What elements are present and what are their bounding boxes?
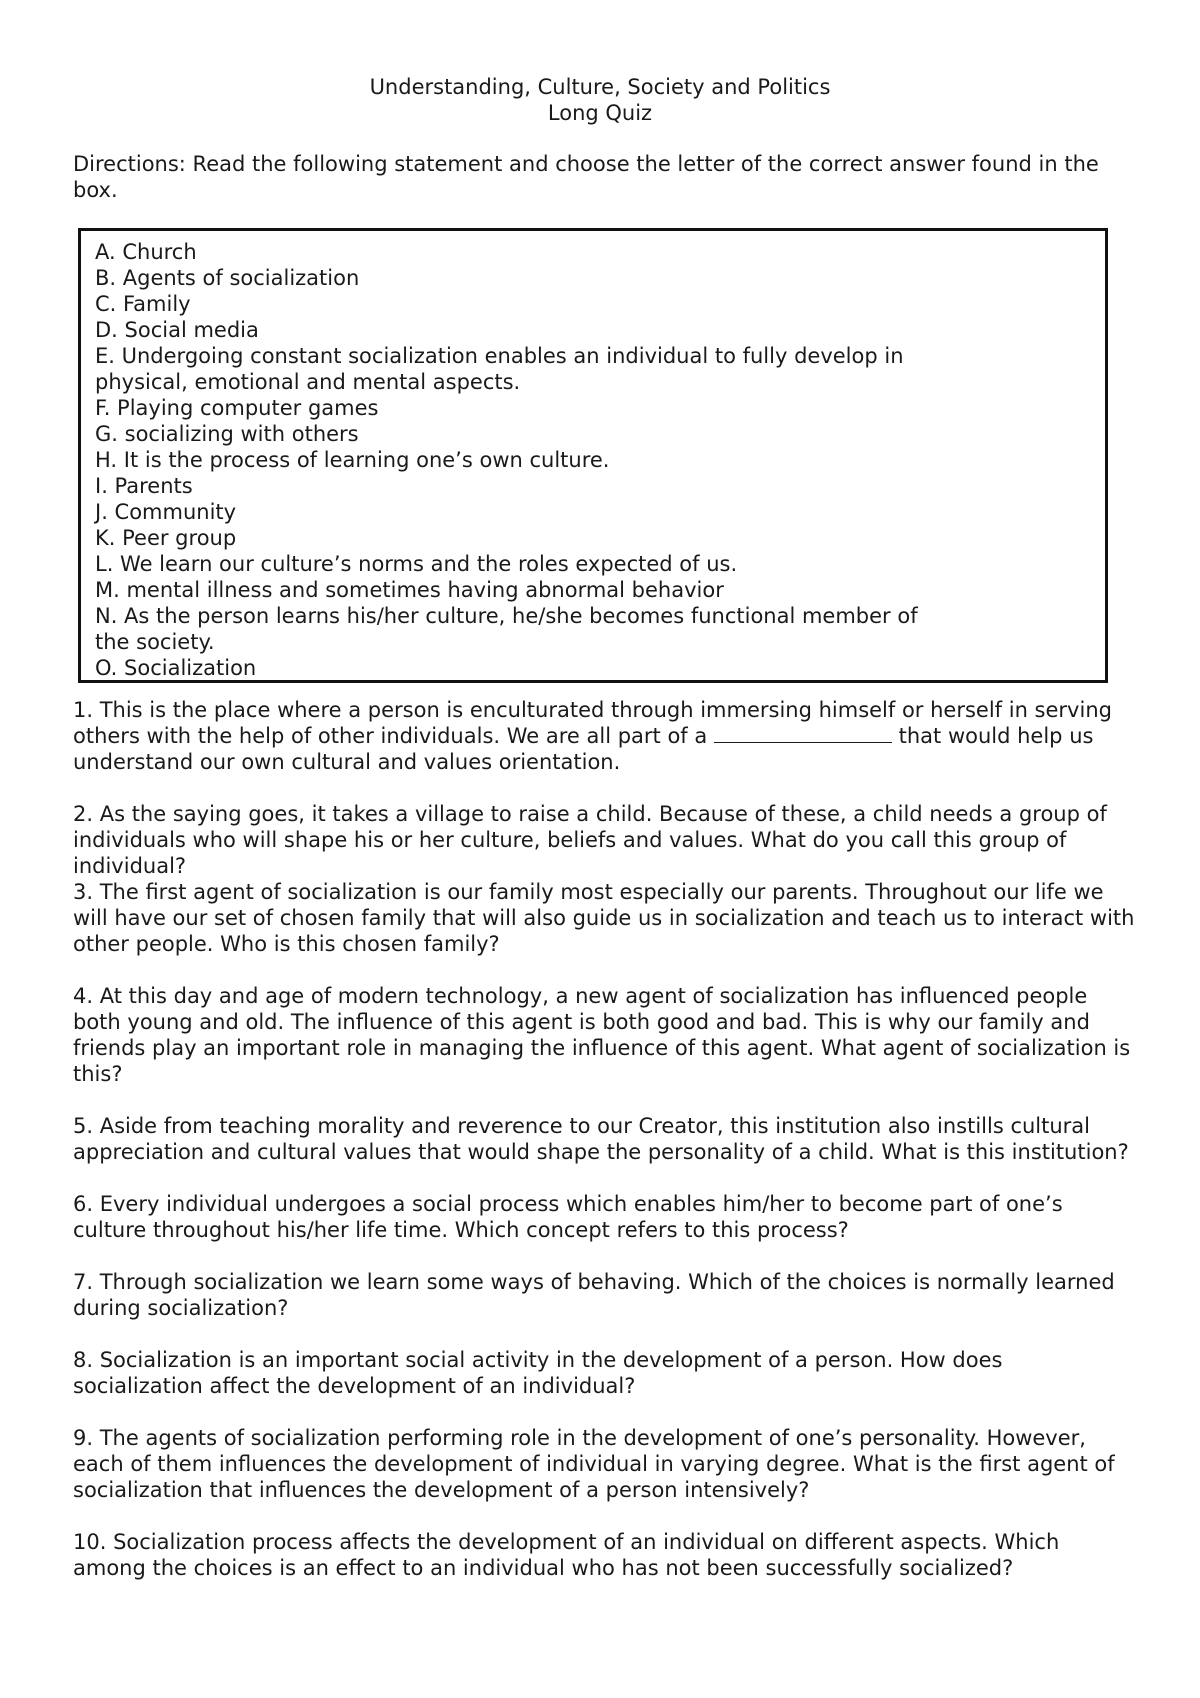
choice-b: B. Agents of socialization: [95, 266, 360, 290]
question-5: 5. Aside from teaching morality and reverence to our Creator, this institution also instills cultural appreciation and cultural values that would shape the personality of a child. What is this institution?: [73, 1114, 1129, 1164]
question-8: 8. Socialization is an important social activity in the development of a person. How does socialization affect the development of an individual?: [73, 1348, 1003, 1398]
question-4: 4. At this day and age of modern technology, a new agent of socialization has influenced people both young and old. The influence of this agent is both good and bad. This is why our family and friends play an important role in managing the influence of this agent. What agent of socialization is this?: [73, 984, 1131, 1086]
choice-k: K. Peer group: [95, 526, 237, 550]
choice-a: A. Church: [95, 240, 197, 264]
answer-choices-box: [78, 228, 1108, 683]
question-2: 2. As the saying goes, it takes a village to raise a child. Because of these, a child needs a group of individuals who will shape his or her culture, beliefs and values. What do you call this group of individual?: [73, 802, 1107, 878]
title-line-2: Long Quiz: [547, 101, 653, 125]
choice-c: C. Family: [95, 292, 191, 316]
question-1-text-after: that would help us understand our own cultural and values orientation.: [73, 724, 1094, 774]
question-9: 9. The agents of socialization performing role in the development of one’s personality. However, each of them influences the development of individual in varying degree. What is the first agent of socialization that influences the development of a person intensively?: [73, 1426, 1115, 1502]
directions-text: Directions: Read the following statement and choose the letter of the correct answer found in the box.: [73, 152, 1099, 202]
choice-g: G. socializing with others: [95, 422, 359, 446]
question-1-text-before: 1. This is the place where a person is enculturated through immersing himself or herself in serving others with the help of other individuals. We are all part of a: [73, 698, 1112, 748]
choice-d: D. Social media: [95, 318, 259, 342]
choice-l: L. We learn our culture’s norms and the roles expected of us.: [95, 552, 738, 576]
question-6: 6. Every individual undergoes a social process which enables him/her to become part of one’s culture throughout his/her life time. Which concept refers to this process?: [73, 1192, 1063, 1242]
question-7: 7. Through socialization we learn some ways of behaving. Which of the choices is normally learned during socialization?: [73, 1270, 1115, 1320]
choice-e-line-1: E. Undergoing constant socialization enables an individual to fully develop in: [95, 344, 904, 368]
question-3: 3. The first agent of socialization is our family most especially our parents. Throughout our life we will have our set of chosen family that will also guide us in socialization and teach us to interact with other people. Who is this chosen family?: [73, 880, 1135, 956]
question-1: [73, 697, 1138, 775]
choice-e-line-2: physical, emotional and mental aspects.: [95, 370, 521, 394]
choice-n-line-1: N. As the person learns his/her culture, he/she becomes functional member of: [95, 604, 918, 628]
choice-i: I. Parents: [95, 474, 193, 498]
choice-o: O. Socialization: [95, 656, 257, 680]
choice-j: J. Community: [95, 500, 237, 524]
choice-f: F. Playing computer games: [95, 396, 379, 420]
choice-h: H. It is the process of learning one’s own culture.: [95, 448, 610, 472]
document-title: [0, 74, 1200, 126]
question-10: 10. Socialization process affects the development of an individual on different aspects. Which among the choices is an effect to an individual who has not been successfully socialized?: [73, 1530, 1060, 1580]
answer-blank: [714, 724, 892, 743]
question-list: [73, 697, 1138, 1581]
choice-m: M. mental illness and sometimes having abnormal behavior: [95, 578, 724, 602]
choice-n-line-2: the society.: [95, 630, 215, 654]
title-line-1: Understanding, Culture, Society and Politics: [369, 75, 831, 99]
